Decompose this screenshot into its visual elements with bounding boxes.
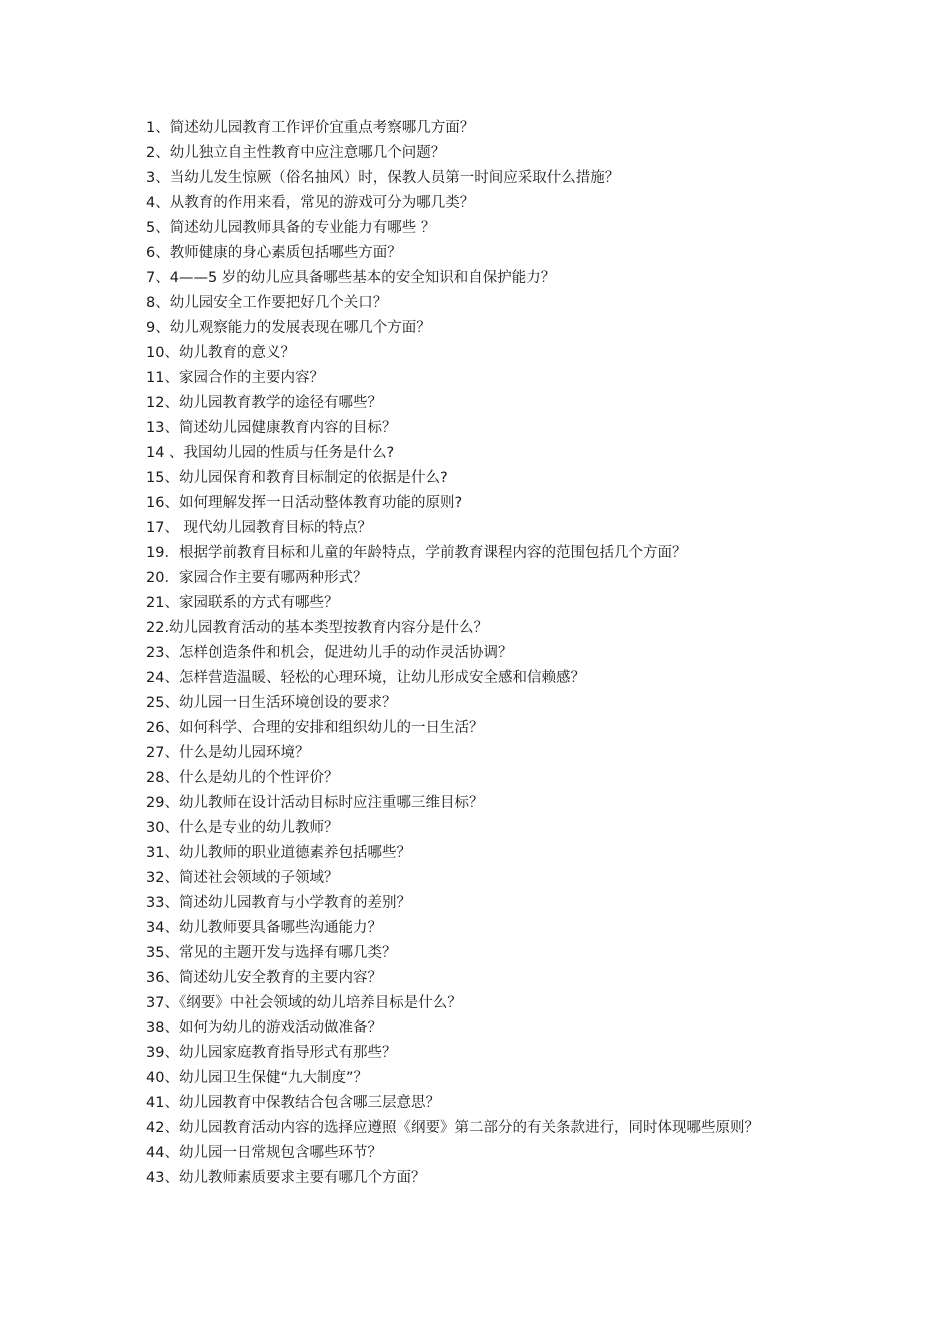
question-item: 25、幼儿园一日生活环境创设的要求？	[146, 695, 397, 711]
question-list	[146, 116, 816, 1191]
question-item: 35、常见的主题开发与选择有哪几类？	[146, 945, 397, 961]
question-item: 6、教师健康的身心素质包括哪些方面？	[146, 245, 402, 261]
question-item: 30、什么是专业的幼儿教师？	[146, 820, 339, 836]
question-item: 2、幼儿独立自主性教育中应注意哪几个问题？	[146, 145, 446, 161]
question-item: 41、幼儿园教育中保教结合包含哪三层意思？	[146, 1095, 440, 1111]
question-item: 7、4——5 岁的幼儿应具备哪些基本的安全知识和自保护能力？	[146, 270, 556, 286]
question-item: 21、家园联系的方式有哪些？	[146, 595, 339, 611]
question-item: 22.幼儿园教育活动的基本类型按教育内容分是什么？	[146, 620, 489, 636]
question-item: 36、简述幼儿安全教育的主要内容？	[146, 970, 382, 986]
question-item: 8、幼儿园安全工作要把好几个关口？	[146, 295, 388, 311]
question-item: 19．根据学前教育目标和儿童的年龄特点，学前教育课程内容的范围包括几个方面？	[146, 545, 687, 561]
question-item: 1、简述幼儿园教育工作评价宜重点考察哪几方面？	[146, 120, 475, 136]
question-item: 15、幼儿园保育和教育目标制定的依据是什么?	[146, 470, 448, 486]
question-item: 34、幼儿教师要具备哪些沟通能力？	[146, 920, 382, 936]
question-item: 9、幼儿观察能力的发展表现在哪几个方面？	[146, 320, 431, 336]
question-item: 13、简述幼儿园健康教育内容的目标？	[146, 420, 397, 436]
question-item: 17、 现代幼儿园教育目标的特点？	[146, 520, 373, 536]
question-item: 14 、我国幼儿园的性质与任务是什么?	[146, 445, 395, 461]
question-item: 42、幼儿园教育活动内容的选择应遵照《纲要》第二部分的有关条款进行，同时体现哪些原则？	[146, 1120, 759, 1136]
question-item: 40、幼儿园卫生保健“九大制度”？	[146, 1070, 368, 1086]
question-item: 20．家园合作主要有哪两种形式？	[146, 570, 368, 586]
question-item: 11、家园合作的主要内容？	[146, 370, 324, 386]
question-item: 23、怎样创造条件和机会，促进幼儿手的动作灵活协调？	[146, 645, 513, 661]
question-item: 28、什么是幼儿的个性评价？	[146, 770, 339, 786]
question-item: 43、幼儿教师素质要求主要有哪几个方面？	[146, 1170, 426, 1186]
question-item: 3、当幼儿发生惊厥（俗名抽风）时，保教人员第一时间应采取什么措施？	[146, 170, 620, 186]
question-item: 16、如何理解发挥一日活动整体教育功能的原则?	[146, 495, 463, 511]
question-item: 31、幼儿教师的职业道德素养包括哪些？	[146, 845, 411, 861]
question-item: 29、幼儿教师在设计活动目标时应注重哪三维目标？	[146, 795, 484, 811]
question-item: 44、幼儿园一日常规包含哪些环节？	[146, 1145, 382, 1161]
question-item: 4、从教育的作用来看，常见的游戏可分为哪几类？	[146, 195, 475, 211]
question-item: 12、幼儿园教育教学的途径有哪些？	[146, 395, 382, 411]
question-item: 39、幼儿园家庭教育指导形式有那些？	[146, 1045, 397, 1061]
question-item: 10、幼儿教育的意义？	[146, 345, 295, 361]
question-item: 33、简述幼儿园教育与小学教育的差别？	[146, 895, 411, 911]
question-item: 24、怎样营造温暖、轻松的心理环境，让幼儿形成安全感和信赖感？	[146, 670, 585, 686]
question-item: 26、如何科学、合理的安排和组织幼儿的一日生活？	[146, 720, 484, 736]
question-item: 5、简述幼儿园教师具备的专业能力有哪些 ？	[146, 220, 436, 236]
question-item: 32、简述社会领域的子领域？	[146, 870, 339, 886]
question-item: 38、如何为幼儿的游戏活动做准备？	[146, 1020, 382, 1036]
question-item: 27、什么是幼儿园环境？	[146, 745, 310, 761]
question-item: 37、《纲要》中社会领域的幼儿培养目标是什么？	[146, 995, 462, 1011]
